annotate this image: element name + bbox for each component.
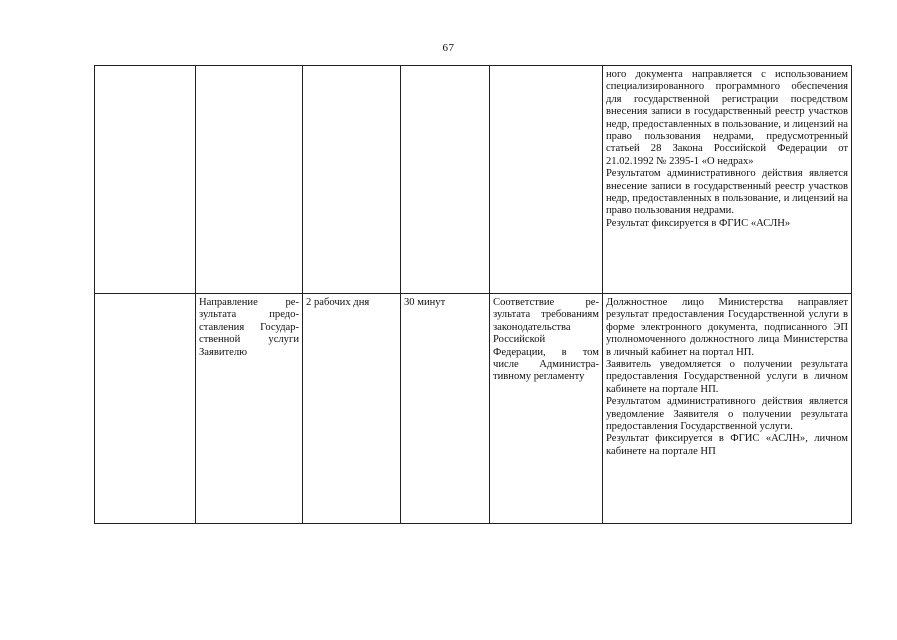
duration-cell: 30 минут: [401, 294, 490, 524]
description-paragraph: Результат фиксируется в ФГИС «АСЛН», личном кабинете на портале НП: [606, 433, 848, 457]
description-paragraph: Результат фиксируется в ФГИС «АСЛН»: [606, 217, 791, 229]
description-paragraph: Результатом административного действия является внесение записи в государственный реестр участков недр, предоставленных в пользование, и лицензий на право пользования недрами.: [606, 168, 848, 217]
action-cell: [196, 66, 303, 294]
description-paragraph: Результатом административного действия является уведомление Заявителя о получении результата предоставления Государственной услуги.: [606, 396, 848, 433]
procedure-table: [94, 65, 852, 524]
criteria-cell: [490, 66, 603, 294]
table-row: [95, 294, 852, 524]
step-cell: [95, 66, 196, 294]
term-cell: 2 рабочих дня: [303, 294, 401, 524]
description-paragraph: ного документа направляется с использованием специализированного программного обеспечения для государственной регистрации посредством внесения записи в государственный реестр участков недр, предоставленных в пользование, и лицензий на право пользования недрами, предусмотренный статьей 28 Закона Российской Федерации от 21.02.1992 № 2395-1 «О недрах»: [606, 69, 848, 167]
description-paragraph: Заявитель уведомляется о получении результата предоставления Государственной услуги в личном кабинете на портале НП.: [606, 359, 848, 395]
criteria-cell: Соответствие результата требованиям законодательства Российской Федерации, в том числе Административному регламенту: [490, 294, 603, 524]
action-cell: Направление результата предоставления Государственной услуги Заявителю: [196, 294, 303, 524]
description-cell: [603, 294, 852, 524]
table-row: [95, 66, 852, 294]
page-number: 67: [442, 42, 455, 54]
description-cell: [603, 66, 852, 294]
step-cell: [95, 294, 196, 524]
duration-cell: [401, 66, 490, 294]
description-paragraph: Должностное лицо Министерства направляет результат предоставления Государственной услуги в форме электронного документа, подписанного ЭП уполномоченного должностного лица Министерства в личный кабинет на портал НП.: [606, 297, 848, 358]
term-cell: [303, 66, 401, 294]
